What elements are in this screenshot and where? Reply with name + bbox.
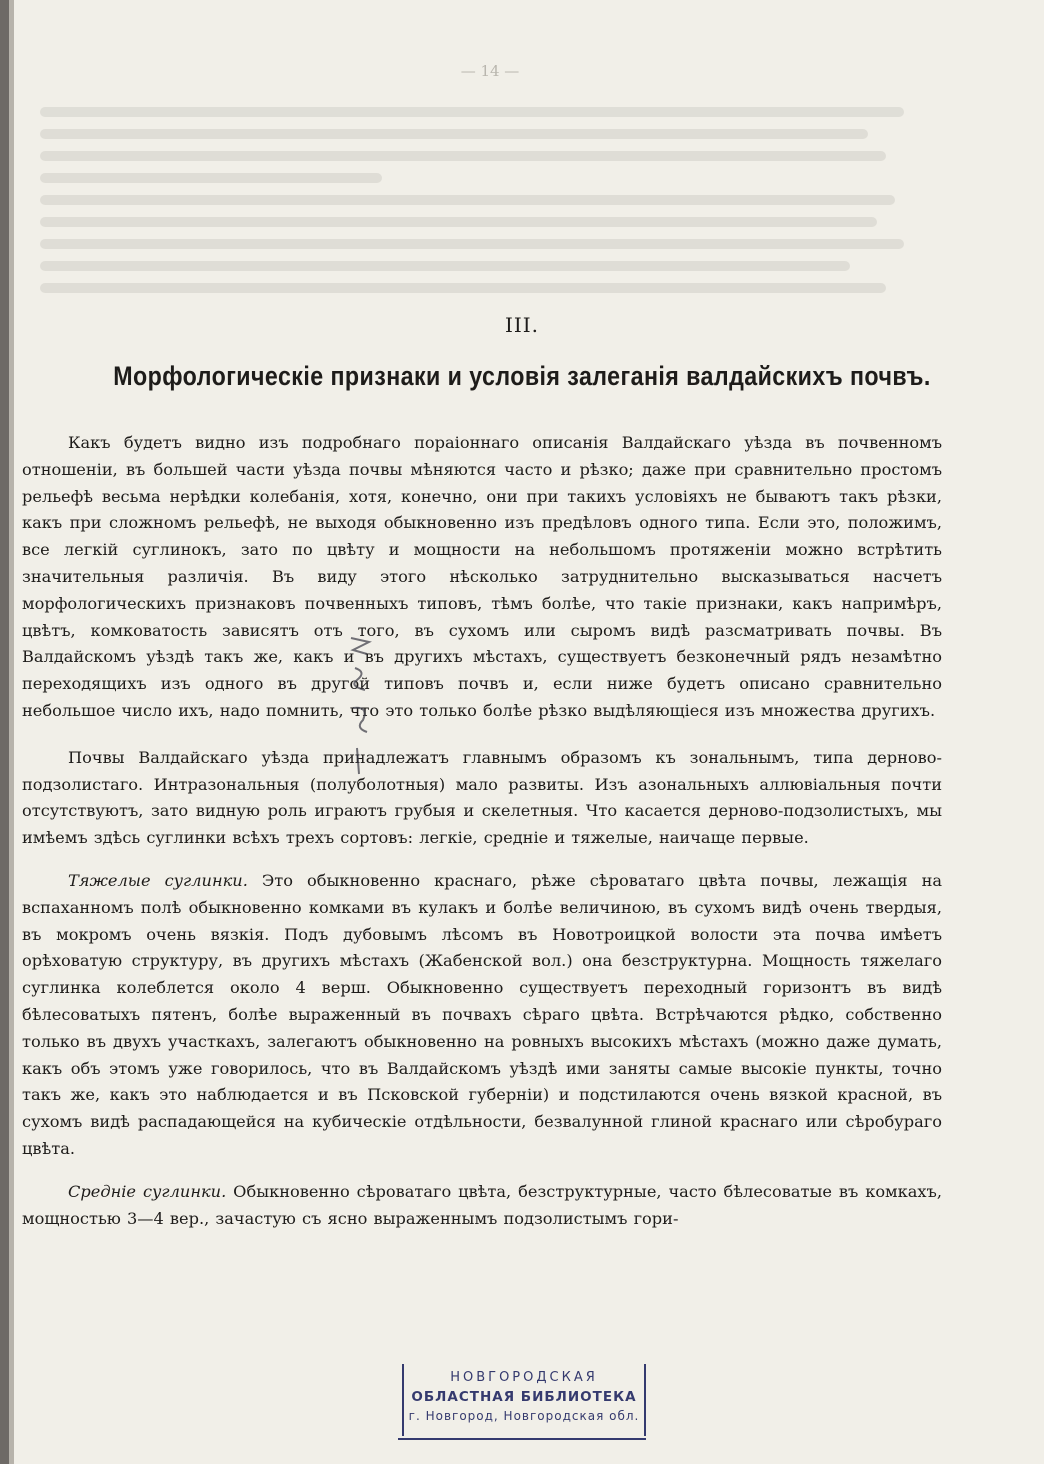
library-stamp [402, 1364, 646, 1436]
binding-edge [0, 0, 9, 1464]
binding-shadow [9, 0, 14, 1464]
section-number: III. [504, 313, 540, 337]
paragraph-heading: Тяжелые суглинки. [68, 870, 248, 890]
stamp-line-1: НОВГОРОДСКАЯ [450, 1370, 598, 1385]
bleed-through-text [40, 95, 940, 395]
paragraph [22, 430, 942, 725]
body-text [22, 430, 942, 1248]
stamp-line-2: ОБЛАСТНАЯ БИБЛИОТЕКА [411, 1389, 637, 1405]
chapter-title: Морфологическіе признаки и условія залеганія валдайскихъ почвъ. [113, 361, 931, 391]
paragraph-text: Почвы Валдайскаго уѣзда принадлежатъ главнымъ образомъ къ зональнымъ, типа дерново-подзолистаго. Интразональныя (полуболотныя) мало развиты. Изъ азональныхъ аллювіальныя почти отсутствуютъ, зато видную роль играютъ грубыя и скелетныя. Что касается дерново-подзолистыхъ, мы имѣемъ здѣсь суглинки всѣхъ трехъ сортовъ: легкіе, средніе и тяжелые, наичаще первые. [22, 747, 942, 848]
page-number: — 14 — [460, 62, 520, 80]
stamp-bottom-rule [398, 1438, 646, 1440]
paragraph [22, 745, 942, 852]
stamp-line-3: г. Новгород, Новгородская обл. [408, 1409, 640, 1423]
paragraph-text: Это обыкновенно краснаго, рѣже сѣроватаго цвѣта почвы, лежащія на вспаханномъ полѣ обыкновенно комками въ кулакъ и болѣе величиною, въ сухомъ видѣ очень твердыя, въ мокромъ очень вязкія. Подъ дубовымъ лѣсомъ въ Новотроицкой волости эта почва имѣетъ орѣховатую структуру, въ другихъ мѣстахъ (Жабенской вол.) она безструктурна. Мощность тяжелаго суглинка колеблется около 4 верш. Обыкновенно существуетъ переходный горизонтъ въ видѣ бѣлесоватыхъ пятенъ, болѣе выраженный въ почвахъ сѣраго цвѣта. Встрѣчаются рѣдко, собственно только въ двухъ участкахъ, залегаютъ обыкновенно на ровныхъ высокихъ мѣстахъ (можно даже думать, какъ объ этомъ уже говорилось, что въ Валдайскомъ уѣздѣ ими заняты самые высокіе пункты, точно такъ же, какъ это наблюдается и въ Псковской губерніи) и подстилаются очень вязкой красной, въ сухомъ видѣ распадающейся на кубическіе отдѣльности, безвалунной глиной краснаго или сѣробураго цвѣта. [22, 870, 943, 1158]
paragraph-text: Какъ будетъ видно изъ подробнаго пораіоннаго описанія Валдайскаго уѣзда въ почвенномъ отношеніи, въ большей части уѣзда почвы мѣняются часто и рѣзко; даже при сравнительно простомъ рельефѣ весьма нерѣдки колебанія, хотя, конечно, они при такихъ условіяхъ не бываютъ такъ рѣзки, какъ при сложномъ рельефѣ, не выходя обыкновенно изъ предѣловъ одного типа. Если это, положимъ, все легкій суглинокъ, зато по цвѣту и мощности на небольшомъ протяженіи можно встрѣтить значительныя различія. Въ виду этого нѣсколько затруднительно высказываться насчетъ морфологическихъ признаковъ почвенныхъ типовъ, тѣмъ болѣе, что такіе признаки, какъ напримѣръ, цвѣтъ, комковатость зависятъ отъ того, въ сухомъ или сыромъ видѣ разсматривать почвы. Въ Валдайскомъ уѣздѣ такъ же, какъ и въ другихъ мѣстахъ, существуетъ безконечный рядъ незамѣтно переходящихъ изъ одного въ другой типовъ почвъ и, если ниже будетъ описано сравнительно небольшое число ихъ, надо помнить, что это только болѣе рѣзко выдѣляющіеся изъ множества другихъ. [22, 433, 942, 720]
paragraph [22, 1179, 942, 1233]
paragraph-text: Обыкновенно сѣроватаго цвѣта, безструктурные, часто бѣлесоватые въ комкахъ, мощностью 3—4 вер., зачастую съ ясно выраженнымъ подзолистымъ гори- [22, 1181, 942, 1228]
handwritten-inventory-mark [345, 628, 375, 778]
paragraph-heading: Средніе суглинки. [68, 1181, 227, 1201]
paragraph [22, 868, 942, 1163]
